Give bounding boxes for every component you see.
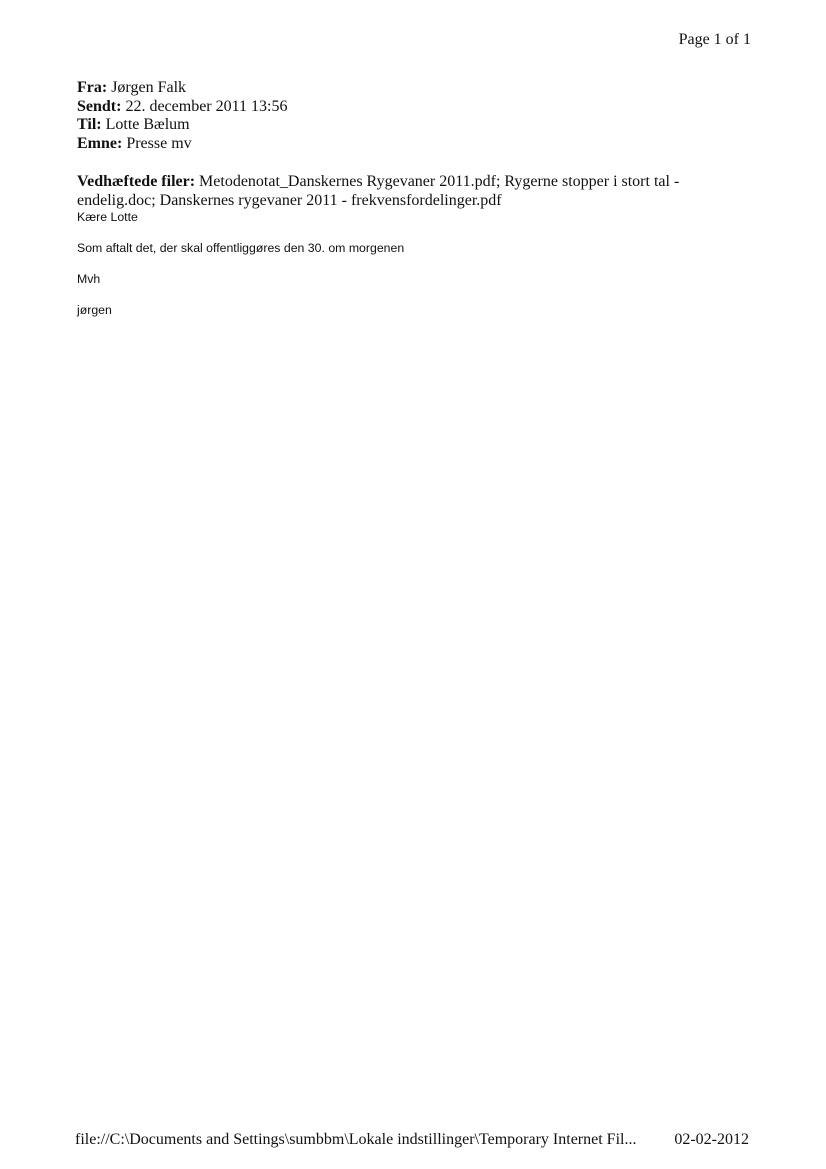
sent-label: Sendt: — [77, 97, 122, 115]
page-number: Page 1 of 1 — [678, 31, 751, 48]
attachments-value: Metodenotat_Danskernes Rygevaner 2011.pdf; Rygerne stopper i stort tal - endelig.doc; Danskernes rygevaner 2011 - frekvensfordelinger.pdf — [77, 173, 680, 209]
greeting: Kære Lotte — [77, 210, 138, 224]
subject-label: Emne: — [77, 134, 123, 152]
from-label: Fra: — [77, 79, 108, 96]
signature: jørgen — [77, 303, 112, 317]
attachments-row — [77, 173, 757, 210]
from-row — [77, 79, 757, 98]
footer-date: 02-02-2012 — [674, 1131, 749, 1148]
email-header — [77, 79, 757, 153]
subject-row — [77, 135, 757, 154]
print-footer — [75, 1130, 755, 1150]
sent-value: 22. december 2011 13:56 — [125, 97, 288, 115]
footer-path: file://C:\Documents and Settings\sumbbm\Lokale indstillinger\Temporary Internet Fil... — [75, 1131, 637, 1148]
to-value: Lotte Bælum — [105, 116, 190, 133]
closing: Mvh — [77, 272, 101, 286]
sent-row — [77, 98, 757, 117]
to-row — [77, 116, 757, 135]
to-label: Til: — [77, 116, 102, 133]
email-body — [77, 210, 757, 334]
from-value: Jørgen Falk — [111, 79, 187, 96]
body-paragraph: Som aftalt det, der skal offentliggøres den 30. om morgenen — [77, 241, 405, 255]
attachments-label: Vedhæftede filer: — [77, 173, 196, 190]
subject-value: Presse mv — [126, 134, 192, 152]
